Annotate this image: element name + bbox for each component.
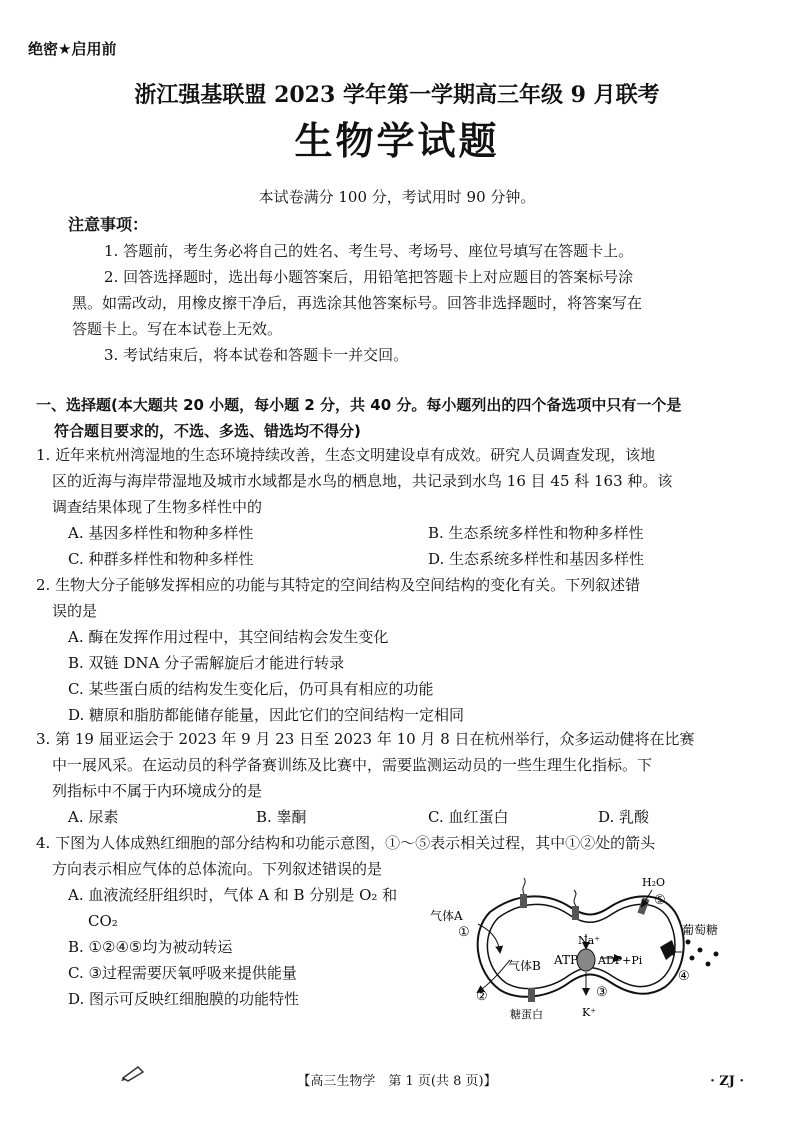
glucose-dot bbox=[686, 940, 691, 945]
paper-code: · ZJ · bbox=[710, 1074, 744, 1089]
question-1 bbox=[36, 442, 736, 520]
exam-meta: 本试卷满分 100 分，考试用时 90 分钟。 bbox=[258, 188, 536, 206]
option-c: C. ③过程需要厌氧呼吸来提供能量 bbox=[68, 964, 297, 982]
question-stem-line: 3. 第 19 届亚运会于 2023 年 9 月 23 日至 2023 年 10 月 8 日在杭州举行，众多运动健将在比赛 bbox=[36, 730, 695, 748]
notice-item: 2. 回答选择题时，选出每小题答案后，用铅笔把答题卡上对应题目的答案标号涂 bbox=[104, 268, 634, 286]
notice-item: 答题卡上。写在本试卷上无效。 bbox=[72, 320, 283, 338]
option-d: D. 图示可反映红细胞膜的功能特性 bbox=[68, 990, 300, 1008]
question-3 bbox=[36, 726, 736, 804]
option-c: C. 种群多样性和物种多样性 bbox=[68, 550, 254, 568]
option-b: B. ①②④⑤均为被动转运 bbox=[68, 938, 233, 956]
question-stem-line: 列指标中不属于内环境成分的是 bbox=[52, 782, 263, 800]
label-gas-a: 气体A bbox=[430, 909, 463, 923]
question-2 bbox=[36, 572, 736, 624]
label-3: ③ bbox=[596, 985, 608, 1000]
option-b: B. 双链 DNA 分子需解旋后才能进行转录 bbox=[68, 654, 345, 672]
option-c: C. 某些蛋白质的结构发生变化后，仍可具有相应的功能 bbox=[68, 680, 434, 698]
na-k-pump bbox=[577, 949, 595, 971]
option-a: A. 基因多样性和物种多样性 bbox=[68, 524, 254, 542]
section-line: 一、选择题(本大题共 20 小题，每小题 2 分，共 40 分。每小题列出的四个备选项中只有一个是 bbox=[36, 396, 682, 414]
option-a: A. 酶在发挥作用过程中，其空间结构会发生变化 bbox=[68, 628, 389, 646]
question-stem-line: 中一展风采。在运动员的科学备赛训练及比赛中，需要监测运动员的一些生理生化指标。下 bbox=[52, 756, 653, 774]
question-stem-line: 2. 生物大分子能够发挥相应的功能与其特定的空间结构及空间结构的变化有关。下列叙述错 bbox=[36, 576, 641, 594]
water-channel bbox=[637, 897, 649, 914]
notice-item: 1. 答题前，考生务必将自己的姓名、考生号、考场号、座位号填写在答题卡上。 bbox=[104, 242, 634, 260]
page-title: 生物学试题 bbox=[294, 119, 500, 163]
option-d: D. 乳酸 bbox=[598, 808, 650, 826]
glucose-dot bbox=[698, 948, 703, 953]
option-a: A. 血液流经肝组织时，气体 A 和 B 分别是 O₂ 和 bbox=[68, 886, 398, 904]
question-stem-line: 误的是 bbox=[52, 602, 98, 620]
question-stem-line: 区的近海与海岸带湿地及城市水域都是水鸟的栖息地，共记录到水鸟 16 目 45 科 163 种。该 bbox=[52, 472, 673, 490]
question-stem-line: 1. 近年来杭州湾湿地的生态环境持续改善，生态文明建设卓有成效。研究人员调查发现，该地 bbox=[36, 446, 656, 464]
option-c: C. 血红蛋白 bbox=[428, 808, 509, 826]
section-line: 符合题目要求的，不选、多选、错选均不得分) bbox=[54, 422, 361, 440]
question-stem-line: 调查结果体现了生物多样性中的 bbox=[52, 498, 263, 516]
label-glucose: 葡萄糖 bbox=[682, 923, 719, 937]
arrow-1 bbox=[478, 924, 500, 952]
arrow-2 bbox=[478, 960, 510, 992]
glycoprotein-chain bbox=[523, 878, 525, 894]
glycoprotein-chain bbox=[574, 890, 576, 906]
option-b: B. 睾酮 bbox=[256, 808, 307, 826]
label-5: ⑤ bbox=[654, 893, 666, 908]
glucose-dot bbox=[690, 956, 695, 961]
glucose-dot bbox=[706, 962, 711, 967]
notice-item: 3. 考试结束后，将本试卷和答题卡一并交回。 bbox=[104, 346, 409, 364]
question-stem-line: 方向表示相应气体的总体流向。下列叙述错误的是 bbox=[52, 860, 383, 878]
option-d: D. 生态系统多样性和基因多样性 bbox=[428, 550, 645, 568]
label-na: Na⁺ bbox=[578, 934, 600, 947]
label-h2o: H₂O bbox=[642, 876, 666, 889]
glycoprotein-base bbox=[528, 988, 535, 1002]
rbc-diagram bbox=[420, 872, 740, 1022]
label-4: ④ bbox=[678, 969, 690, 984]
section-heading bbox=[36, 392, 736, 444]
question-stem-line: 4. 下图为人体成熟红细胞的部分结构和功能示意图，①～⑤表示相关过程，其中①②处的箭头 bbox=[36, 834, 656, 852]
page-footer: 【高三生物学 第 1 页(共 8 页)】 bbox=[297, 1074, 497, 1089]
notice-heading: 注意事项： bbox=[68, 215, 149, 234]
exam-name: 浙江强基联盟 2023 学年第一学期高三年级 9 月联考 bbox=[134, 82, 660, 108]
membrane-protein bbox=[520, 894, 527, 908]
membrane-protein bbox=[572, 906, 579, 920]
notice-item: 黑。如需改动，用橡皮擦干净后，再选涂其他答案标号。回答非选择题时，将答案写在 bbox=[72, 294, 643, 312]
label-glycoprotein: 糖蛋白 bbox=[510, 1008, 543, 1021]
label-k: K⁺ bbox=[582, 1006, 597, 1019]
option-a: A. 尿素 bbox=[68, 808, 119, 826]
label-adp: ADP+Pi bbox=[598, 954, 643, 967]
option-a-cont: CO₂ bbox=[88, 912, 118, 930]
label-1: ① bbox=[458, 925, 470, 940]
confidential-mark: 绝密★启用前 bbox=[28, 40, 117, 58]
label-gas-b: 气体B bbox=[508, 959, 541, 973]
option-d: D. 糖原和脂肪都能储存能量，因此它们的空间结构一定相同 bbox=[68, 706, 465, 724]
label-2: ② bbox=[476, 989, 488, 1004]
option-b: B. 生态系统多样性和物种多样性 bbox=[428, 524, 644, 542]
label-atp: ATP bbox=[554, 953, 579, 967]
glucose-dot bbox=[714, 952, 719, 957]
